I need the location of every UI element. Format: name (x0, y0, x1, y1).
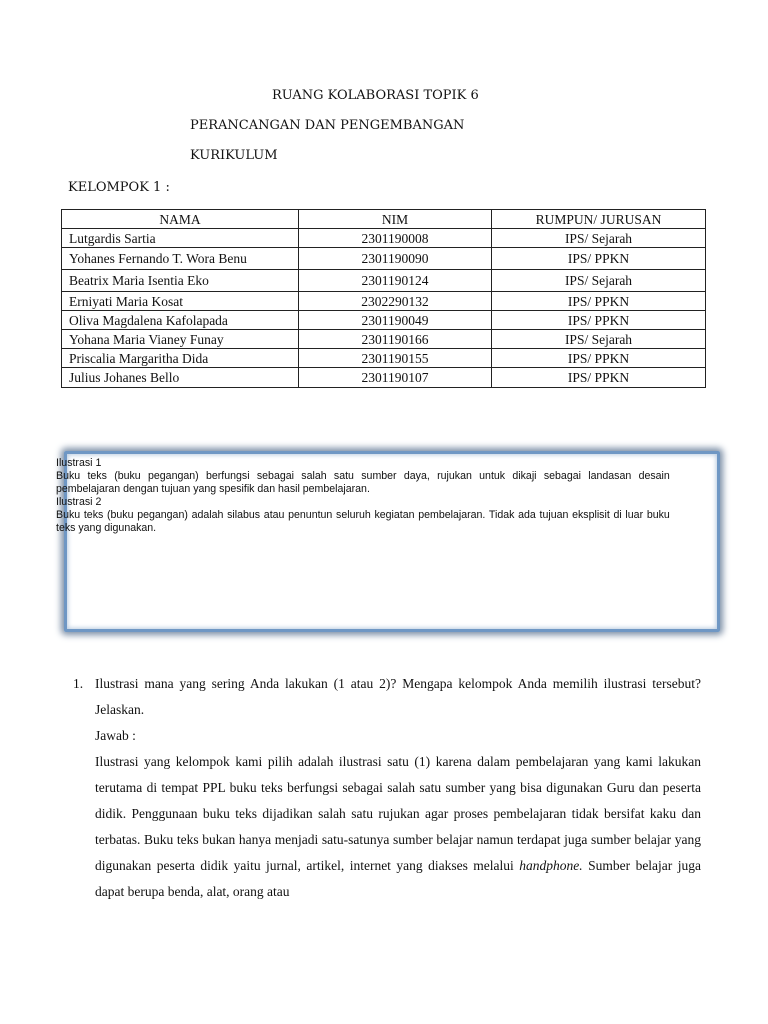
document-title: RUANG KOLABORASI TOPIK 6 (272, 88, 479, 103)
illustration-2-text: Buku teks (buku pegangan) adalah silabus atau penuntun seluruh kegiatan pembelajaran. Tidak ada tujuan eksplisit di luar buku teks yang digunakan. (56, 509, 670, 534)
answer-text-part1: Ilustrasi yang kelompok kami pilih adalah ilustrasi satu (1) karena dalam pembelajaran yang kami lakukan terutama di tempat PPL buku teks berfungsi sebagai salah satu sumber yang bisa digunakan Guru dan peserta didik. Penggunaan buku teks dijadikan salah satu rujukan agar proses pembelajaran tidak bersifat kaku dan terbatas. Buku teks bukan hanya menjadi satu-satunya sumber belajar namun terdapat juga sumber belajar yang digunakan peserta didik yaitu jurnal, artikel, internet yang diakses melalui (95, 754, 701, 873)
member-major: IPS/ Sejarah (492, 270, 706, 292)
table-row (62, 292, 706, 311)
illustration-2-label: Ilustrasi 2 (56, 496, 102, 508)
table-row (62, 270, 706, 292)
document-subtitle-line2: KURIKULUM (190, 148, 278, 163)
member-nim: 2301190090 (299, 248, 492, 270)
member-nim: 2301190107 (299, 368, 492, 388)
question-number: 1. (73, 676, 84, 691)
member-name: Lutgardis Sartia (62, 229, 299, 248)
member-nim: 2302290132 (299, 292, 492, 311)
table-row (62, 311, 706, 330)
member-name: Priscalia Margaritha Dida (62, 349, 299, 368)
question-text: Ilustrasi mana yang sering Anda lakukan (1 atau 2)? Mengapa kelompok Anda memilih ilustrasi tersebut? Jelaskan. (95, 676, 701, 717)
illustration-box (56, 457, 670, 535)
column-header-name: NAMA (62, 210, 299, 229)
answer-text (95, 749, 701, 905)
member-major: IPS/ PPKN (492, 368, 706, 388)
column-header-rumpun: RUMPUN/ JURUSAN (492, 210, 706, 229)
member-major: IPS/ Sejarah (492, 229, 706, 248)
member-major: IPS/ PPKN (492, 311, 706, 330)
table-row (62, 349, 706, 368)
member-nim: 2301190166 (299, 330, 492, 349)
member-nim: 2301190008 (299, 229, 492, 248)
answer-text-italic: handphone. (519, 858, 583, 873)
question-block (95, 671, 701, 905)
member-nim: 2301190124 (299, 270, 492, 292)
table-header-row (62, 210, 706, 229)
member-nim: 2301190155 (299, 349, 492, 368)
column-header-nim: NIM (299, 210, 492, 229)
member-name: Oliva Magdalena Kafolapada (62, 311, 299, 330)
member-major: IPS/ PPKN (492, 349, 706, 368)
member-nim: 2301190049 (299, 311, 492, 330)
document-subtitle-line1: PERANCANGAN DAN PENGEMBANGAN (190, 118, 465, 133)
table-row (62, 330, 706, 349)
member-major: IPS/ Sejarah (492, 330, 706, 349)
table-row (62, 368, 706, 388)
illustration-1-text: Buku teks (buku pegangan) berfungsi sebagai salah satu sumber daya, rujukan untuk dikaji sebagai landasan desain pembelajaran dengan tujuan yang spesifik dan hasil pembelajaran. (56, 470, 670, 495)
member-name: Erniyati Maria Kosat (62, 292, 299, 311)
table-row (62, 229, 706, 248)
member-name: Yohanes Fernando T. Wora Benu (62, 248, 299, 270)
member-major: IPS/ PPKN (492, 292, 706, 311)
member-name: Beatrix Maria Isentia Eko (62, 270, 299, 292)
group-label: KELOMPOK 1 : (68, 180, 170, 195)
table-row (62, 248, 706, 270)
member-name: Julius Johanes Bello (62, 368, 299, 388)
member-major: IPS/ PPKN (492, 248, 706, 270)
illustration-1-label: Ilustrasi 1 (56, 457, 102, 469)
member-name: Yohana Maria Vianey Funay (62, 330, 299, 349)
member-table (61, 209, 706, 388)
answer-text-part2: Sumber belajar juga dapat berupa benda, alat, orang atau (95, 858, 701, 899)
answer-label: Jawab : (95, 728, 136, 743)
